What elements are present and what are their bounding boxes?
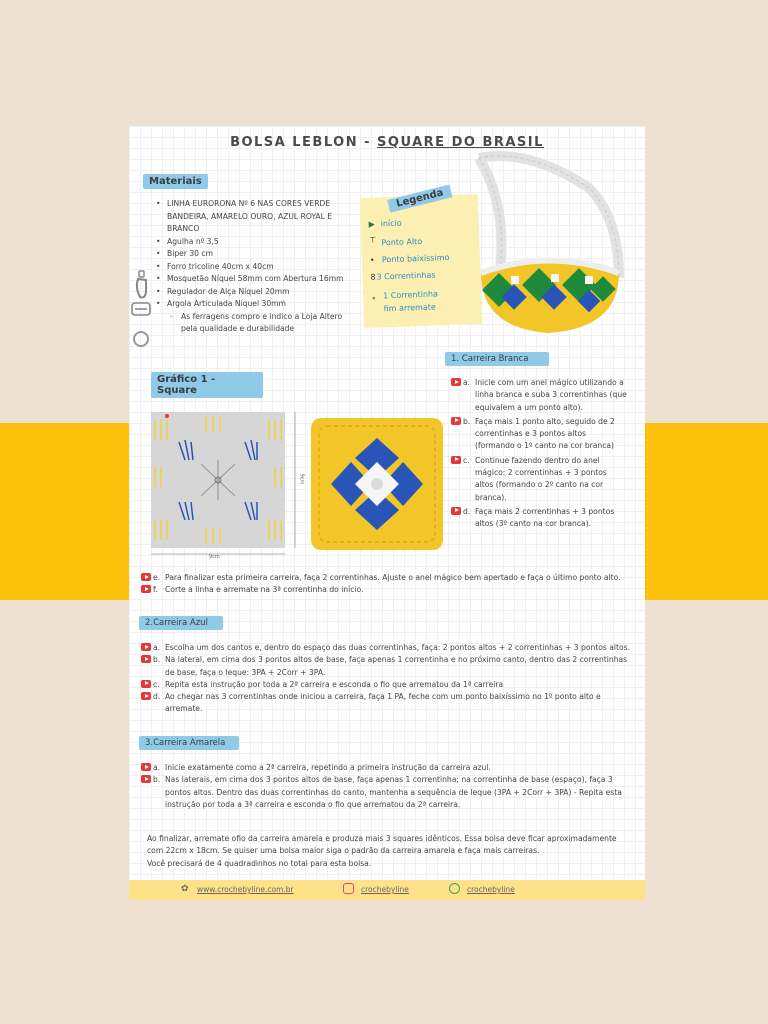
list-item: • Regulador de Alça Níquel 20mm <box>153 286 353 299</box>
section-white-row-heading: 1. Carreira Branca <box>445 352 549 366</box>
chart-width-label: 9cm <box>209 554 220 560</box>
legend-item: Ponto Alto <box>381 236 423 248</box>
list-item: a. Escolha um dos cantos e, dentro do espaço das duas correntinhas, faça: 2 pontos altos + 2 correntinhas + 3 pontos altos. <box>141 642 635 654</box>
chart-height-label: 9cm <box>298 473 305 485</box>
start-symbol-icon: ▶ <box>368 219 375 229</box>
crochet-chart-diagram <box>151 412 301 560</box>
video-play-icon[interactable] <box>451 456 461 464</box>
double-crochet-symbol-icon: ⊤ <box>369 235 377 245</box>
list-subitem: ◦ As ferragens compro e indico a Loja Altero pela qualidade e durabilidade <box>153 311 353 336</box>
list-item: • Biper 30 cm <box>153 248 353 261</box>
video-play-icon[interactable] <box>141 573 151 581</box>
list-item: c. Continue fazendo dentro do anel mágico: 2 correntinhas + 3 pontos altos (formando o 2º canto na cor branca). <box>451 455 627 504</box>
list-item: b. Nas laterais, em cima dos 3 pontos altos de base, faça apenas 1 correntinha; na correntinha de base (espaço), faça 3 pontos altos. Dentro das duas correntinhas do canto, mantenha a sequência de leque (3PA + 2Corr + 3PA) - Repita esta instrução por toda a 3ª carreira e esconda o fio que arrematou da 2ª carreira. <box>141 774 635 811</box>
section-white-final-steps <box>141 572 635 597</box>
legend-heading: Legenda <box>387 184 452 212</box>
section-white-steps <box>451 377 627 531</box>
materials-list <box>153 198 353 336</box>
website-link[interactable]: www.crochebyline.com.br <box>197 885 294 894</box>
pattern-sheet <box>129 126 645 900</box>
list-item: e. Para finalizar esta primeira carreira, faça 2 correntinhas. Ajuste o anel mágico bem apertado e faça o último ponto alto. <box>141 572 635 584</box>
section-yellow-row-heading: 3.Carreira Amarela <box>139 736 239 750</box>
instagram-link[interactable]: crochebyline <box>361 885 409 894</box>
whatsapp-icon <box>449 883 460 894</box>
list-item: d. Faça mais 2 correntinhas + 3 pontos altos (3º canto na cor branca). <box>451 506 627 531</box>
footer-bar <box>129 880 645 900</box>
chain-one-symbol-icon: ∘ <box>371 293 377 303</box>
video-play-icon[interactable] <box>141 643 151 651</box>
carabiner-icon <box>133 270 151 300</box>
whatsapp-link[interactable]: crochebyline <box>467 885 515 894</box>
list-item: a. Inicie exatamente como a 2ª carreira, repetindo a primeira instrução da carreira azul. <box>141 762 635 774</box>
video-play-icon[interactable] <box>451 378 461 386</box>
list-item: b. Faça mais 1 ponto alto, seguido de 2 correntinhas e 3 pontos altos (formando o 1º canto na cor branca) <box>451 416 627 453</box>
list-item: d. Ao chegar nas 3 correntinhas onde iniciou a carreira, faça 1 PA, feche com um ponto baixíssimo no 1º ponto alto e arremate. <box>141 691 635 716</box>
page-title: BOLSA LEBLON - SQUARE DO BRASIL <box>230 135 544 150</box>
legend-item: fim arremate <box>383 302 436 314</box>
list-item: • LINHA EURORONA Nº 6 NAS CORES VERDE BANDEIRA, AMARELO OURO, AZUL ROYAL E BRANCO <box>153 198 353 236</box>
closing-text: Ao finalizar, arremate ofio da carreira amarela e produza mais 3 squares idênticos. Essa bolsa deve ficar aproximadamente com 22cm x 18cm. Se quiser uma bolsa maior siga o padrão da carreira amarela e faça mais carreiras. <box>147 834 617 856</box>
list-item: • Forro tricoline 40cm x 40cm <box>153 261 353 274</box>
video-play-icon[interactable] <box>141 655 151 663</box>
video-play-icon[interactable] <box>141 692 151 700</box>
video-play-icon[interactable] <box>141 585 151 593</box>
section-yellow-steps <box>141 762 635 811</box>
slip-stitch-symbol-icon: • <box>369 255 375 265</box>
ring-icon <box>132 330 150 348</box>
globe-icon: ✿ <box>181 884 189 894</box>
video-play-icon[interactable] <box>141 763 151 771</box>
legend-item: 1 Correntinha <box>383 289 439 301</box>
bag-photo <box>469 148 639 348</box>
strap-adjuster-icon <box>131 302 151 316</box>
list-item: f. Corte a linha e arremate na 3ª correntinha do início. <box>141 584 635 596</box>
chain-three-symbol-icon: 8 <box>370 272 376 282</box>
section-blue-row-heading: 2.Carreira Azul <box>139 616 223 630</box>
closing-note: Você precisará de 4 quadradinhos no total para esta bolsa. <box>147 858 372 868</box>
video-play-icon[interactable] <box>141 680 151 688</box>
chart-heading: Gráfico 1 - Square <box>151 372 263 398</box>
legend-item: 3 Correntinhas <box>376 270 436 282</box>
video-play-icon[interactable] <box>141 775 151 783</box>
closing-paragraph <box>147 833 635 870</box>
granny-square-photo <box>309 416 445 552</box>
list-item: • Argola Articulada Níquel 30mm <box>153 298 353 311</box>
legend-box <box>360 187 482 328</box>
list-item: • Agulha nº 3,5 <box>153 236 353 249</box>
list-item: a. Inicie com um anel mágico utilizando a linha branca e suba 3 correntinhas (que equivalem a um ponto alto). <box>451 377 627 414</box>
video-play-icon[interactable] <box>451 507 461 515</box>
legend-item: início <box>380 218 402 229</box>
list-item: c. Repita esta instrução por toda a 2ª carreira e esconda o fio que arrematou da 1ª carreira <box>141 679 635 691</box>
list-item: b. Na lateral, em cima dos 3 pontos altos de base, faça apenas 1 correntinha e no próximo canto, dentro das 2 correntinhas de base, faça o leque: 3PA + 2Corr + 3PA. <box>141 654 635 679</box>
section-blue-steps <box>141 642 635 716</box>
instagram-icon <box>343 883 354 894</box>
materials-heading: Materiais <box>143 174 208 189</box>
list-item: • Mosquetão Níquel 58mm com Abertura 16mm <box>153 273 353 286</box>
legend-item: Ponto baixíssimo <box>381 253 450 265</box>
video-play-icon[interactable] <box>451 417 461 425</box>
